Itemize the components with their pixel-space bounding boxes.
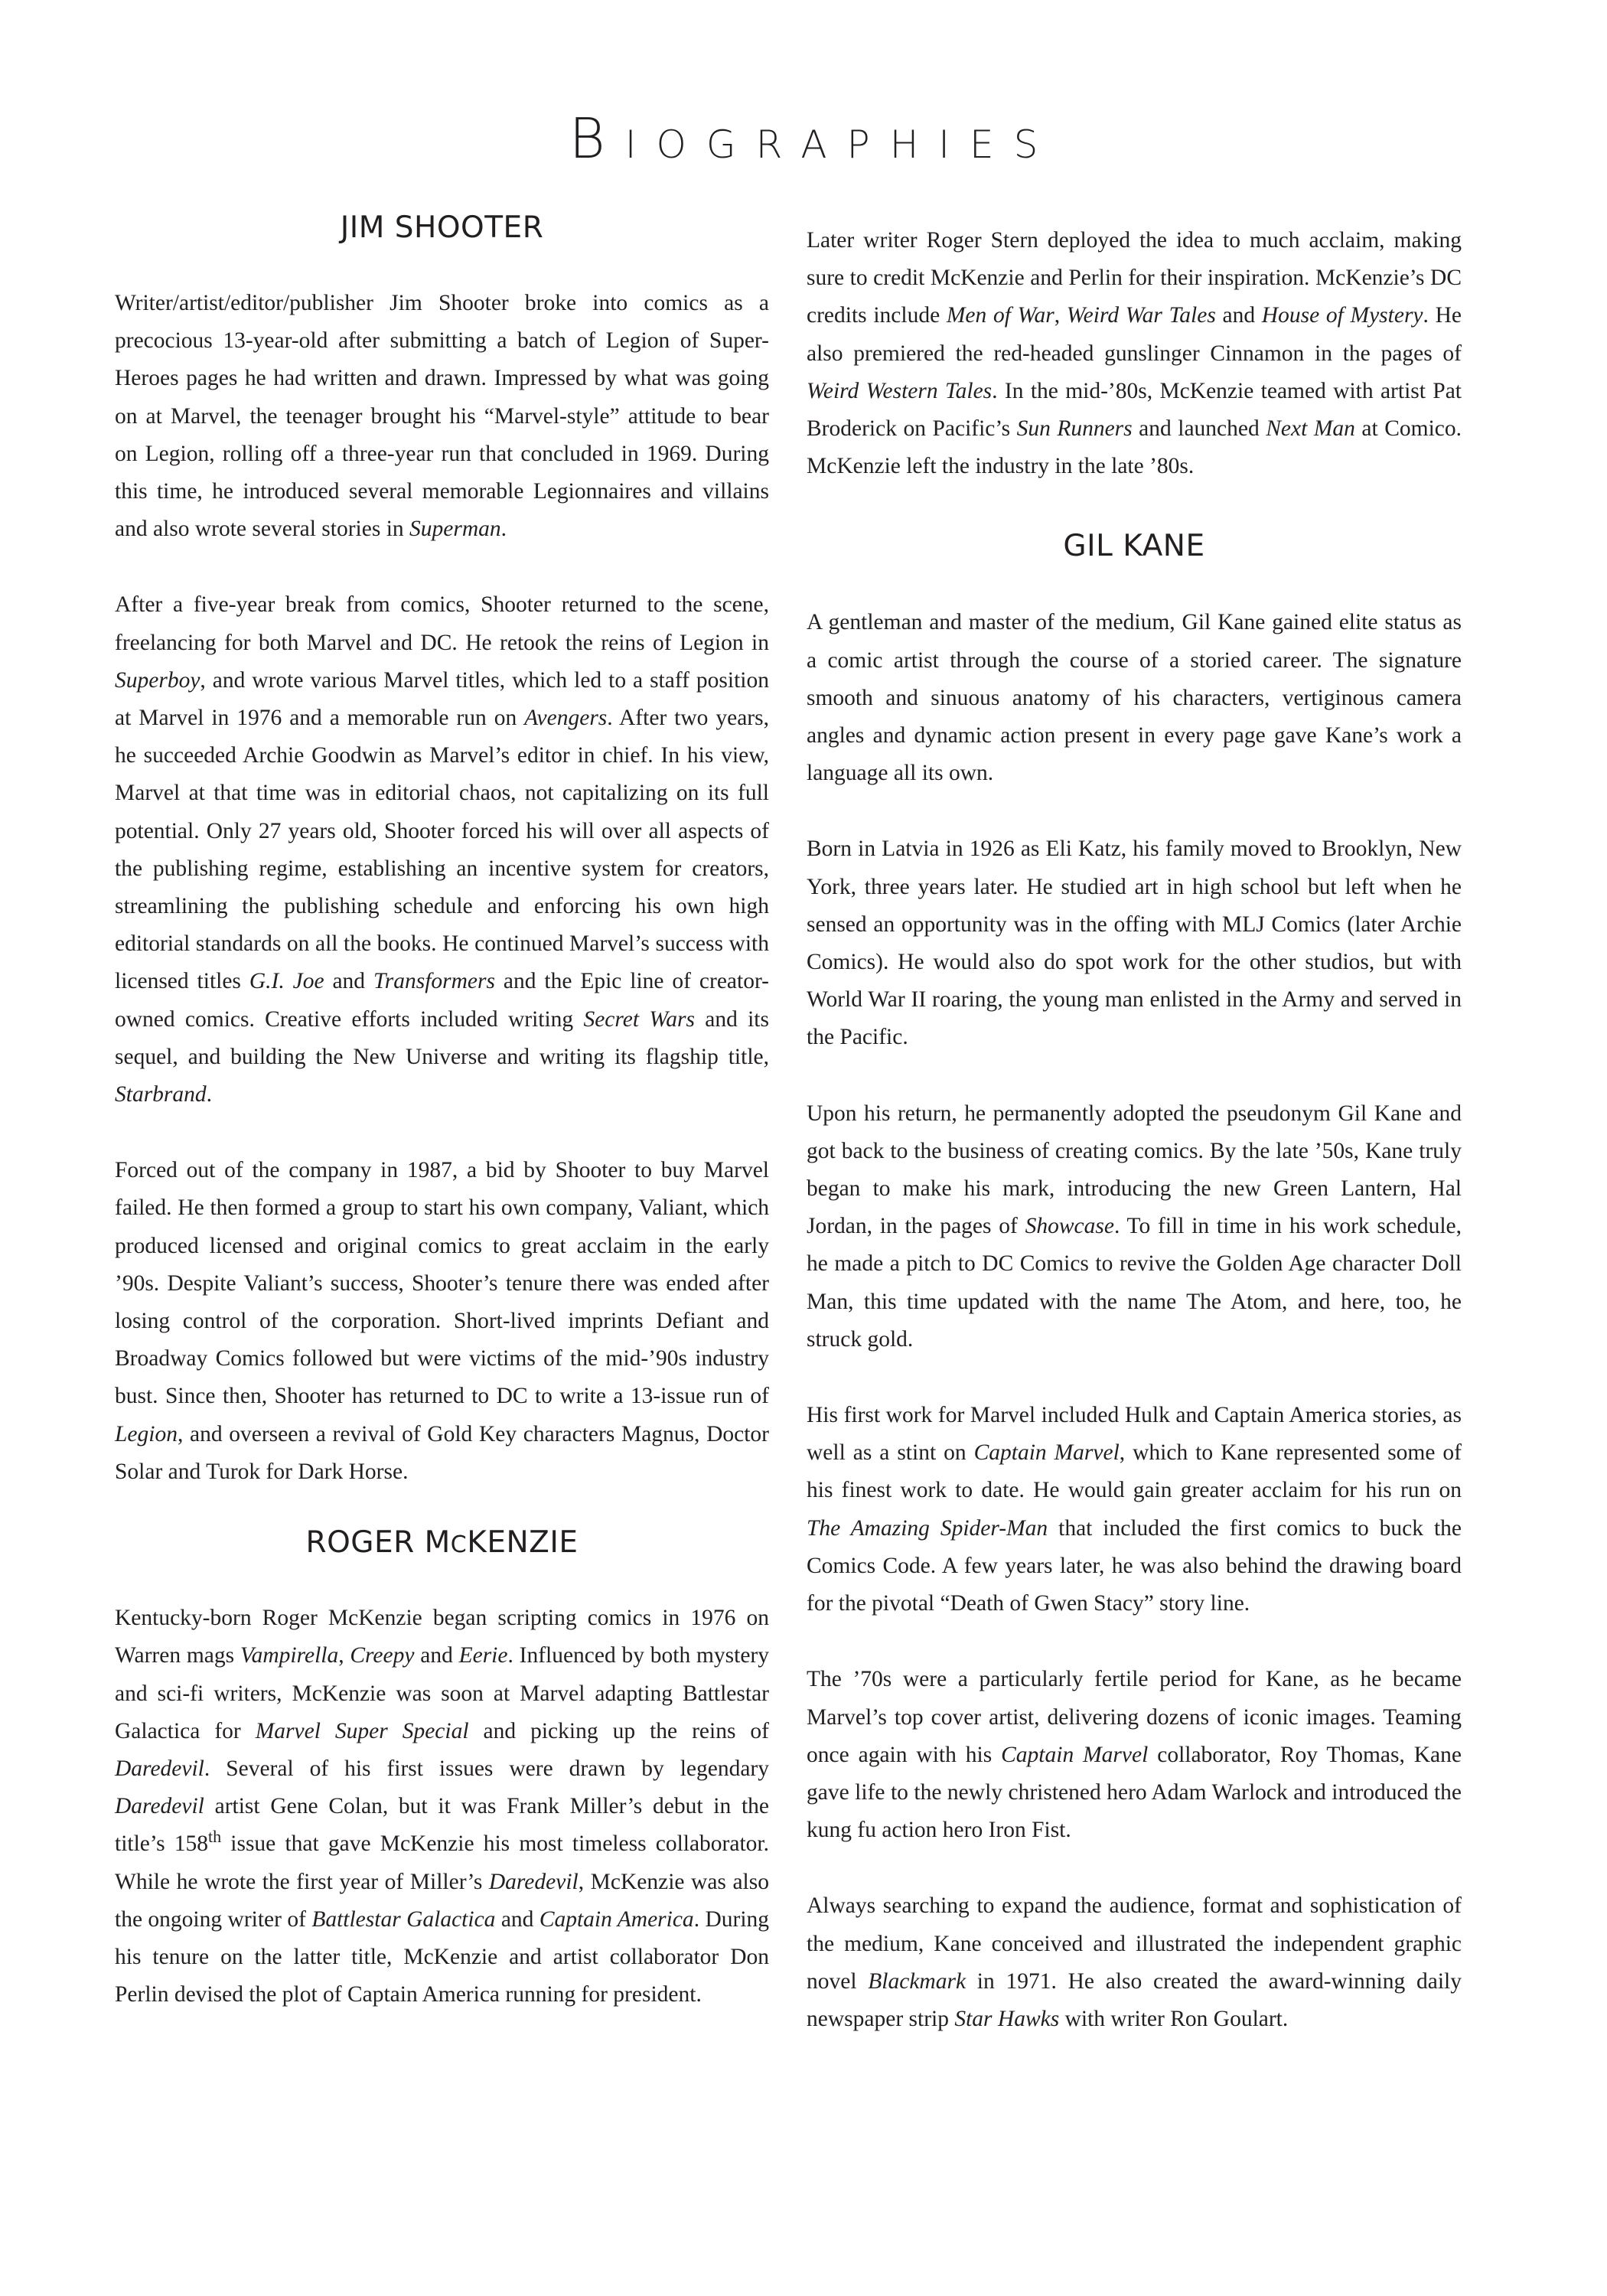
kane-paragraph-3: Upon his return, he permanently adopted the pseudonym Gil Kane and got back to the business of creating comics. By the late ’50s, Kane truly began to make his mark, introducing the new Green Lantern, Hal Jordan, in the pages of Showcase. To fill in time in his work schedule, he made a pitch to DC Comics to revive the Golden Age character Doll Man, this time updated with the name The Atom, and here, too, he struck gold. <box>807 1101 1462 1352</box>
page-title <box>0 106 1607 171</box>
mckenzie-paragraph-2: Later writer Roger Stern deployed the idea to much acclaim, making sure to credit McKenzie and Perlin for their inspiration. McKenzie’s DC credits include Men of War, Weird War Tales and House of Mystery. He also premiered the red-headed gunslinger Cinnamon in the pages of Weird Western Tales. In the mid-’80s, McKenzie teamed with artist Pat Broderick on Pacific’s Sun Runners and launched Next Man at Comico. McKenzie left the industry in the late ’80s. <box>807 228 1462 479</box>
kane-paragraph-6: Always searching to expand the audience, format and sophistication of the medium, Kane conceived and illustrated the independent graphic novel Blackmark in 1971. He also created the award-winning daily newspaper strip Star Hawks with writer Ron Goulart. <box>807 1893 1462 2031</box>
left-column <box>115 210 770 2014</box>
shooter-paragraph-1: Writer/artist/editor/publisher Jim Shooter broke into comics as a precocious 13-year-old after submitting a batch of Legion of Super-Heroes pages he had written and drawn. Impressed by what was going on at Marvel, the teenager brought his “Marvel-style” attitude to bear on Legion, rolling off a three-year run that concluded in 1969. During this time, he introduced several memorable Legionnaires and villains and also wrote several stories in Superman. <box>115 291 769 542</box>
kane-paragraph-5: The ’70s were a particularly fertile period for Kane, as he became Marvel’s top cover artist, delivering dozens of iconic images. Teaming once again with his Captain Marvel collaborator, Roy Thomas, Kane gave life to the newly christened hero Adam Warlock and introduced the kung fu action hero Iron Fist. <box>807 1667 1462 1843</box>
heading-roger-mckenzie: ROGER MCKENZIE <box>305 1525 579 1561</box>
kane-paragraph-4: His first work for Marvel included Hulk and Captain America stories, as well as a stint on Captain Marvel, which to Kane represented some of his finest work to date. He would gain greater acclaim for his run on The Amazing Spider-Man that included the first comics to buck the Comics Code. A few years later, he was also behind the drawing board for the pivotal “Death of Gwen Stacy” story line. <box>807 1403 1462 1616</box>
shooter-paragraph-3: Forced out of the company in 1987, a bid by Shooter to buy Marvel failed. He then formed a group to start his own company, Valiant, which produced licensed and original comics to great acclaim in the early ’90s. Despite Valiant’s success, Shooter’s tenure there was ended after losing control of the corporation. Short-lived imprints Defiant and Broadway Comics followed but were victims of the mid-’90s industry bust. Since then, Shooter has returned to DC to write a 13-issue run of Legion, and overseen a revival of Gold Key characters Magnus, Doctor Solar and Turok for Dark Horse. <box>115 1158 769 1484</box>
kane-paragraph-2: Born in Latvia in 1926 as Eli Katz, his family moved to Brooklyn, New York, three years later. He studied art in high school but left when he sensed an opportunity was in the offing with MLJ Comics (later Archie Comics). He would also do spot work for the other studios, but with World War II roaring, the young man enlisted in the Army and served in the Pacific. <box>807 837 1462 1050</box>
shooter-paragraph-2: After a five-year break from comics, Shooter returned to the scene, freelancing for both Marvel and DC. He retook the reins of Legion in Superboy, and wrote various Marvel titles, which led to a staff position at Marvel in 1976 and a memorable run on Avengers. After two years, he succeeded Archie Goodwin as Marvel’s editor in chief. In his view, Marvel at that time was in editorial chaos, not capitalizing on its full potential. Only 27 years old, Shooter forced his will over all aspects of the publishing regime, establishing an incentive system for creators, streamlining the publishing schedule and enforcing his own high editorial standards on all the books. He continued Marvel’s success with licensed titles G.I. Joe and Transformers and the Epic line of creator-owned comics. Creative efforts included writing Secret Wars and its sequel, and building the New Universe and writing its flagship title, Starbrand. <box>115 592 770 1107</box>
mckenzie-paragraph-1: Kentucky-born Roger McKenzie began scripting comics in 1976 on Warren mags Vampirella, Creepy and Eerie. Influenced by both mystery and sci-fi writers, McKenzie was soon at Marvel adapting Battlestar Galactica for Marvel Super Special and picking up the reins of Daredevil. Several of his first issues were drawn by legendary Daredevil artist Gene Colan, but it was Frank Miller’s debut in the title’s 158th issue that gave McKenzie his most timeless collaborator. While he wrote the first year of Miller’s Daredevil, McKenzie was also the ongoing writer of Battlestar Galactica and Captain America. During his tenure on the latter title, McKenzie and artist collaborator Don Perlin devised the plot of Captain America running for president. <box>115 1606 770 2007</box>
kane-paragraph-1: A gentleman and master of the medium, Gil Kane gained elite status as a comic artist through the course of a storied career. The signature smooth and sinuous anatomy of his characters, vertiginous camera angles and dynamic action present in every page gave Kane’s work a language all its own. <box>807 610 1462 786</box>
heading-jim-shooter: JIM SHOOTER <box>340 210 544 245</box>
right-column <box>807 222 1462 2038</box>
heading-gil-kane: GIL KANE <box>1063 529 1205 564</box>
page-title-initial: B <box>569 106 625 171</box>
page-title-rest: IOGRAPHIES <box>624 122 1058 167</box>
